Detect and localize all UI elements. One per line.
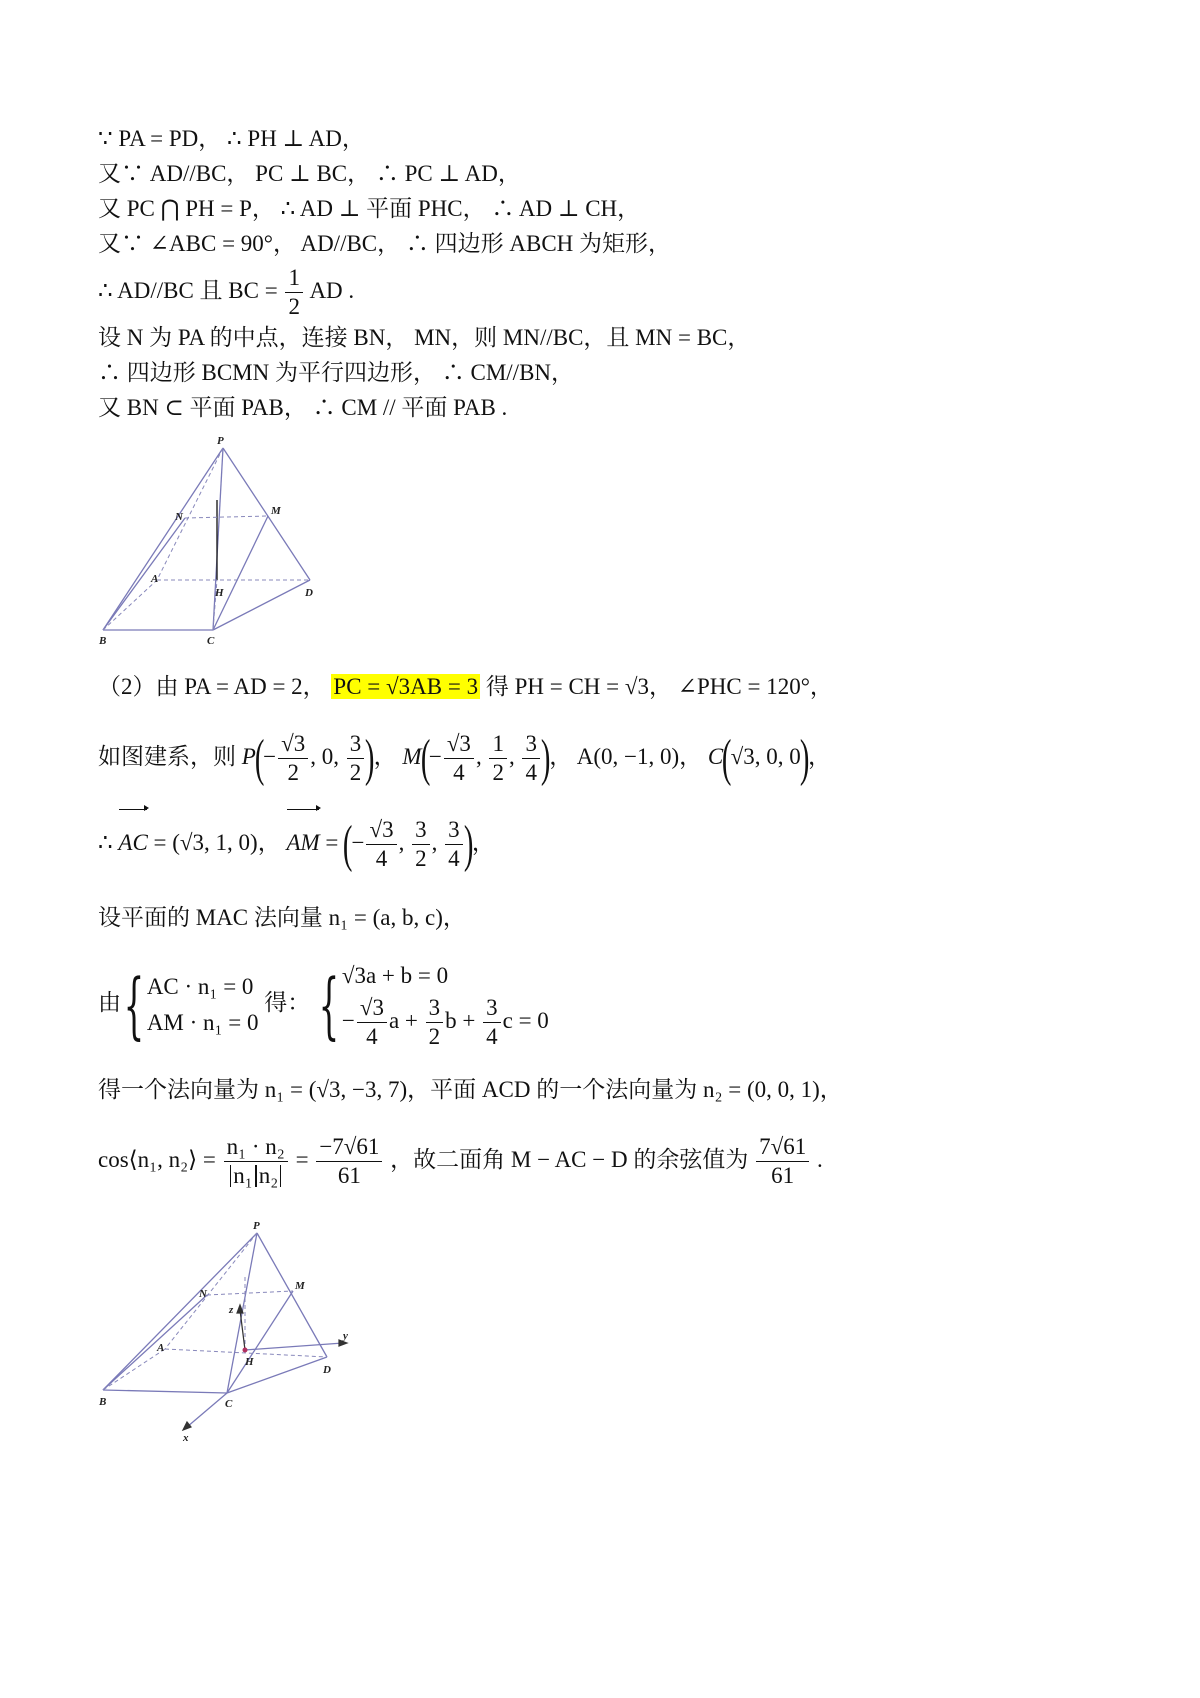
label-D: D xyxy=(305,587,313,599)
coordinates-line: 如图建系，则 P(− $\frac{√3}{2}$ , 0, $\frac{3}{2}$ )， M(− $\frac{√3}{4}$ , $\frac{1}{2}$ , $\frac{3}{4}$ )， A(0, −1, 0)， C(√3, 0, 0)， xyxy=(98,729,832,787)
label-x: x xyxy=(183,1432,189,1444)
edge-AB xyxy=(103,580,157,630)
point-C-label: C xyxy=(707,744,724,769)
edge-CM xyxy=(213,516,268,630)
result-equation-2: − $\frac{√3}{4}$ a + $\frac{3}{2}$ b + $\frac{3}{4}$ c = 0 xyxy=(341,995,549,1049)
edge-PB xyxy=(103,448,223,630)
label-H: H xyxy=(245,1356,254,1368)
edge-PD xyxy=(223,448,310,580)
label-A: A xyxy=(157,1342,165,1354)
vector-AM: AM xyxy=(286,811,319,875)
point-P-label: P xyxy=(241,744,256,769)
edge-PD xyxy=(257,1233,327,1357)
edge-BC xyxy=(103,1390,227,1393)
cosine-lhs: cos⟨n₁, n₂⟩ = xyxy=(98,1147,216,1172)
cosine-value: $\frac{-7√61}{61}$ xyxy=(316,1133,382,1190)
pyramid-figure-1 xyxy=(95,430,335,650)
normal-result-line: 得一个法向量为 n₁ = (√3, −3, 7)，平面 ACD 的一个法向量为 n₂ = (0, 0, 1)， xyxy=(98,1077,843,1102)
edge-CD xyxy=(213,580,310,630)
fraction-denominator: 2 xyxy=(288,294,300,319)
label-H: H xyxy=(215,587,224,599)
edge-AB xyxy=(103,1349,165,1390)
vector-AC-value: = (√3, 1, 0)， xyxy=(153,830,281,855)
point-C-value: √3, 0, 0 xyxy=(730,744,801,769)
part2-intro: （2）由 PA = AD = 2， xyxy=(98,674,326,699)
edge-BN xyxy=(103,518,185,630)
dihedral-text: ，故二面角 M − AC − D 的余弦值为 xyxy=(390,1147,749,1172)
label-B: B xyxy=(99,1396,107,1408)
label-C: C xyxy=(207,635,215,647)
label-M: M xyxy=(295,1280,305,1292)
label-B: B xyxy=(99,635,107,647)
cosine-line: cos⟨n₁, n₂⟩ = $\frac{\text{n₁ · n₂}}{\text{n₁ n₂}}$ = $\frac{-7√61}{61}$ ，故二面角 M − AC − D 的余弦值为 $\frac{7√61}{61}$ . xyxy=(98,1134,823,1189)
line5-tail: AD . xyxy=(309,277,355,303)
line5-text: ∴ AD//BC 且 BC = xyxy=(98,277,278,303)
proof-line-6: 设 N 为 PA 的中点，连接 BN， MN，则 MN//BC，且 MN = BC， xyxy=(98,325,751,350)
proof-line-5 xyxy=(98,264,354,321)
proof-line-3: 又 PC ⋂ PH = P， ∴ AD ⊥ 平面 PHC， ∴ AD ⊥ CH， xyxy=(98,196,641,221)
pyramid-figure-2 xyxy=(95,1215,365,1445)
label-N: N xyxy=(175,511,183,523)
segment-MN xyxy=(207,1291,293,1295)
label-P: P xyxy=(217,435,224,447)
edge-CD xyxy=(227,1357,327,1393)
system-of-equations: 由{ AC · n₁ = 0 AM · n₁ = 0 得： { √3a + b = 0 − $\frac{√3}{4}$ a + $\frac{3}{2}$ b + $\frac{3}{4}$ c = 0 xyxy=(98,962,549,1049)
axis-y xyxy=(245,1343,343,1350)
label-y: y xyxy=(343,1330,348,1342)
result-equation-1: √3a + b = 0 xyxy=(341,963,449,988)
segment-MN xyxy=(185,516,268,518)
label-P: P xyxy=(253,1220,260,1232)
label-z: z xyxy=(229,1304,234,1316)
label-C: C xyxy=(225,1398,233,1410)
fraction-half xyxy=(285,264,303,321)
label-M: M xyxy=(271,505,281,517)
axis-z-arrow xyxy=(237,1305,243,1313)
edge-PA xyxy=(157,448,223,580)
axis-x xyxy=(187,1393,227,1427)
vectors-line: ∴ AC = (√3, 1, 0)， AM = (− $\frac{√3}{4}$ , $\frac{3}{2}$ , $\frac{3}{4}$ )， xyxy=(98,811,495,875)
edge-BN xyxy=(103,1295,207,1390)
label-D: D xyxy=(323,1364,331,1376)
point-H-marker xyxy=(243,1348,248,1353)
therefore-symbol: ∴ xyxy=(98,830,113,855)
label-A: A xyxy=(151,573,159,585)
part2-line xyxy=(98,672,833,702)
point-M-label: M xyxy=(402,744,422,769)
cosine-fraction-vectors: $\frac{\text{n₁ · n₂}}{\text{n₁ n₂}}$ xyxy=(224,1133,288,1190)
part2-conclusion: 得 PH = CH = √3， ∠PHC = 120°， xyxy=(485,674,833,699)
label-N: N xyxy=(199,1288,207,1300)
final-period: . xyxy=(816,1147,823,1172)
system-prefix: 由 xyxy=(98,989,121,1015)
answer-fraction: $\frac{7√61}{61}$ xyxy=(756,1133,809,1190)
highlighted-condition: PC = √3AB = 3 xyxy=(333,674,479,699)
axis-x-arrow xyxy=(183,1422,191,1430)
normal-vector-line: 设平面的 MAC 法向量 n₁ = (a, b, c)， xyxy=(98,905,466,930)
proof-line-2: 又∵ AD//BC， PC ⊥ BC， ∴ PC ⊥ AD， xyxy=(98,161,521,186)
proof-line-8: 又 BN ⊂ 平面 PAB， ∴ CM // 平面 PAB . xyxy=(98,395,508,420)
proof-line-1: ∵ PA = PD， ∴ PH ⊥ AD， xyxy=(98,126,365,151)
proof-line-7: ∴ 四边形 BCMN 为平行四边形， ∴ CM//BN， xyxy=(98,360,575,385)
system-result-word: 得： xyxy=(264,989,311,1015)
edge-PB xyxy=(103,1233,257,1390)
axis-z xyxy=(240,1310,245,1350)
proof-line-4: 又∵ ∠ABC = 90°， AD//BC， ∴ 四边形 ABCH 为矩形， xyxy=(98,231,672,256)
fraction-numerator: 1 xyxy=(285,264,303,293)
vector-AC: AC xyxy=(118,811,147,875)
point-A: A(0, −1, 0)， xyxy=(576,744,703,769)
coords-intro: 如图建系，则 xyxy=(98,744,236,769)
equation-1: AC · n₁ = 0 xyxy=(146,973,254,999)
edge-PC xyxy=(213,448,223,630)
equation-2: AM · n₁ = 0 xyxy=(146,1009,259,1035)
